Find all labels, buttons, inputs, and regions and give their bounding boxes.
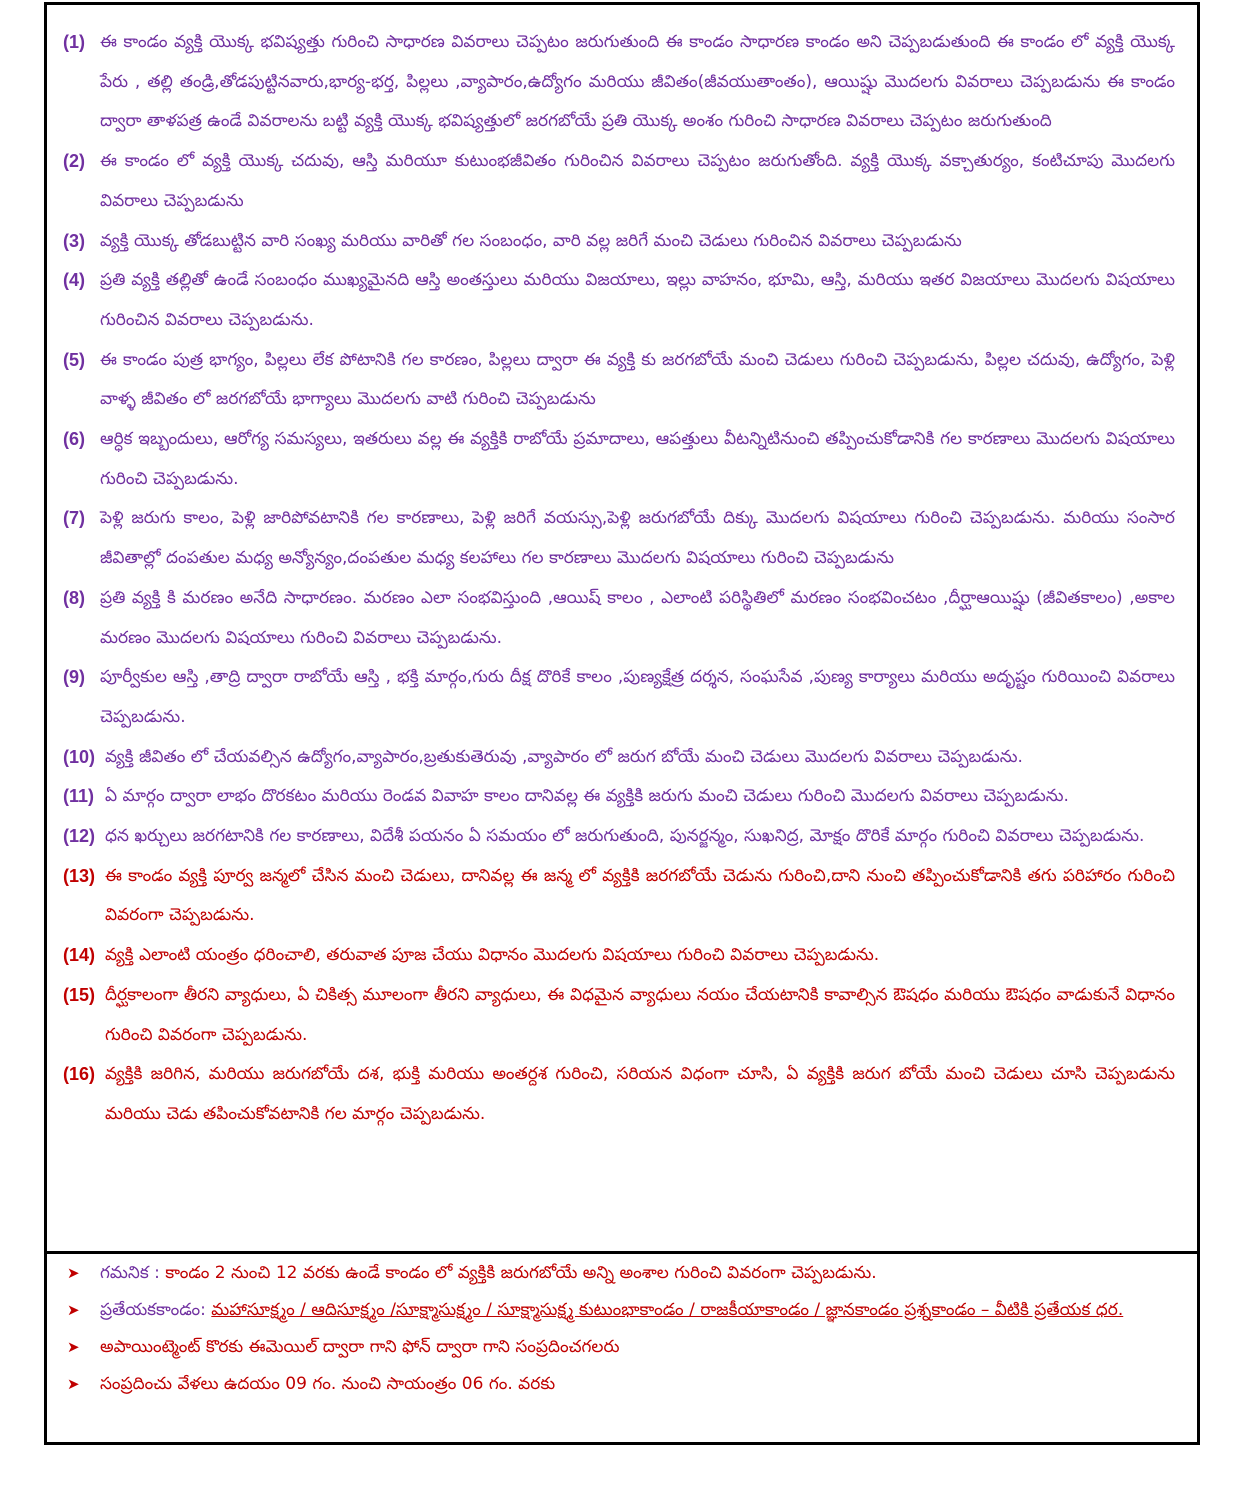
arrow-right-icon: ➤ — [67, 1264, 80, 1282]
item-number: (10) — [63, 746, 96, 767]
divider — [47, 1251, 1197, 1254]
item-text: ఈ కాండం లో వ్యక్తి యొక్క చదువు, ఆస్తి మరియూ కుటుంభజీవితం గురించిన వివరాలు చెప్పటం జరుగుతోంది. వ్యక్తి యొక్క వక్చాతుర్యం, కంటిచూపు మొదలగు వివరాలు చెప్పబడును — [100, 151, 1175, 211]
document-frame — [44, 2, 1200, 1445]
list-item — [63, 222, 1175, 262]
list-item — [63, 341, 1175, 420]
item-number: (13) — [63, 865, 96, 886]
list-item — [63, 499, 1175, 578]
list-item — [63, 976, 1175, 1055]
note-text: కాండం 2 నుంచి 12 వరకు ఉండే కాండం లో వ్యక్తికి జరుగబోయే అన్ని అంశాల గురించి వివరంగా చెప్పబడును. — [165, 1263, 877, 1283]
item-text: పెళ్లి జరుగు కాలం, పెళ్లి జారిపోవటానికి గల కారణాలు, పెళ్లి జరిగే వయస్సు,పెళ్లి జరుగబోయే దిక్కు మొదలగు విషయాలు గురించి చెప్పబడును. మరియు సంసార జీవితాల్లో దంపతుల మధ్య అన్యోన్యం,దంపతుల మధ్య కలహాలు గల కారణాలు మొదలగు విషయాలు గురించి చెప్పబడును — [100, 508, 1175, 569]
item-text: ప్రతి వ్యక్తి కి మరణం అనేది సాధారణం. మరణం ఎలా సంభవిస్తుంది ,ఆయిష్ కాలం , ఎలాంటి పరిస్థితిలో మరణం సంభవించటం ,దీర్ఘాఆయిష్షు (జీవితకాలం) ,అకాల మరణం మొదలగు విషయాలు గురించి వివరాలు చెప్పబడును. — [100, 587, 1175, 648]
note-hours — [63, 1366, 1175, 1403]
list-item — [63, 261, 1175, 340]
item-text: ఈ కాండం వ్యక్తి యొక్క భవిష్యత్తు గురించి సాధారణ వివరాలు చెప్పటం జరుగుతుంది ఈ కాండం సాధారణ కాండం అని చెప్పబడుతుంది ఈ కాండం లో వ్యక్తి యొక్క పేరు , తల్లి తండ్రి,తోడపుట్టినవారు,భార్య-భర్త, పిల్లలు ,వ్యాపారం,ఉద్యోగం మరియు జీవితం(జీవయుతాంతం), ఆయిష్షు మొదలగు వివరాలు చెప్పబడును ఈ కాండం ద్వారా తాళపత్ర ఉండే వివరాలను బట్టి వ్యక్తి యొక్క భవిష్యత్తులో జరగబోయే ప్రతి యొక్క అంశం గురించి సాధారణ వివరాలు చెప్పటం జరుగుతుంది — [100, 32, 1175, 132]
item-text: దీర్ఘకాలంగా తీరని వ్యాధులు, ఏ చికిత్స మూలంగా తీరని వ్యాధులు, ఈ విధమైన వ్యాధులు నయం చేయటానికి కావాల్సిన ఔషధం మరియు ఔషధం వాడుకునే విధానం గురించి వివరంగా చెప్పబడును. — [105, 984, 1175, 1045]
item-number: (8) — [63, 587, 85, 608]
list-item — [63, 777, 1175, 817]
item-number: (4) — [63, 270, 85, 291]
item-text: వ్యక్తికి జరిగిన, మరియు జరుగబోయే దశ, భుక్తి మరియు అంతర్దశ గురించి, సరియన విధంగా చూసి, ఏ వ్యక్తికి జరుగ బోయే మంచి చెడులు చూసి చెప్పబడును మరియు చెడు తపించుకోవటానికి గల మార్గం చెప్పబడును. — [105, 1064, 1175, 1124]
list-item — [63, 23, 1175, 142]
item-number: (1) — [63, 32, 85, 52]
arrow-right-icon: ➤ — [67, 1338, 80, 1356]
item-text: పూర్వీకుల ఆస్తి ,తాద్రి ద్వారా రాబోయే ఆస్తి , భక్తి మార్గం,గురు దీక్ష దొరికే కాలం ,పుణ్యక్షేత్ర దర్శన, సంఘసేవ ,పుణ్య కార్యాలు మరియు అదృష్టం గురియించి వివరాలు చెప్పబడును. — [100, 667, 1175, 727]
item-text: ఈ కాండం పుత్ర భాగ్యం, పిల్లలు లేక పోటానికి గల కారణం, పిల్లలు ద్వారా ఈ వ్యక్తి కు జరగబోయే మంచి చెడులు గురించి చెప్పబడును, పిల్లల చదువు, ఉద్యోగం, పెళ్లి వాళ్ళ జీవితం లో జరగబోయే భాగ్యాలు మొదలగు వాటి గురించి చెప్పబడును — [100, 349, 1175, 410]
item-text: వ్యక్తి యొక్క తోడబుట్టిన వారి సంఖ్య మరియు వారితో గల సంబంధం, వారి వల్ల జరిగే మంచి చెడులు గురించిన వివరాలు చెప్పబడును — [100, 230, 962, 251]
item-number: (7) — [63, 508, 85, 529]
list-item — [63, 142, 1175, 221]
note-appointment — [63, 1329, 1175, 1366]
item-text: వ్యక్తి ఎలాంటి యంత్రం ధరించాలి, తరువాత పూజ చేయు విధానం మొదలగు విషయాలు గురించి వివరాలు చెప్పబడును. — [105, 945, 880, 966]
note-text: సంప్రదించు వేళలు ఉదయం 09 గం. నుంచి సాయంత్రం 06 గం. వరకు — [100, 1374, 556, 1394]
item-number: (11) — [63, 786, 95, 807]
item-number: (12) — [63, 826, 96, 847]
item-number: (5) — [63, 349, 85, 370]
kandam-list — [63, 23, 1175, 1135]
note-label: గమనిక : — [100, 1263, 166, 1283]
list-item — [63, 857, 1175, 936]
arrow-right-icon: ➤ — [67, 1301, 80, 1319]
note-text: అపాయింట్మెంట్ కొరకు ఈమెయిల్ ద్వారా గాని ఫోన్ ద్వారా గాని సంప్రదించగలరు — [100, 1337, 620, 1357]
item-number: (6) — [63, 429, 85, 450]
item-text: ఈ కాండం వ్యక్తి పూర్వ జన్మలో చేసిన మంచి చెడులు, దానివల్ల ఈ జన్మ లో వ్యక్తికి జరగబోయే చెడును గురించి,దాని నుంచి తప్పించుకోడానికి తగు పరిహారం గురించి వివరంగా చెప్పబడును. — [105, 865, 1175, 926]
list-item — [63, 579, 1175, 658]
item-text: ధన ఖర్చులు జరగటానికి గల కారణాలు, విదేశీ పయనం ఏ సమయం లో జరుగుతుంది, పునర్జన్మం, సుఖనిద్ర, మోక్షం దొరికే మార్గం గురించి వివరాలు చెప్పబడును. — [105, 826, 1145, 847]
list-item — [63, 1055, 1175, 1134]
list-item — [63, 738, 1175, 778]
item-number: (14) — [63, 945, 96, 966]
list-item — [63, 420, 1175, 499]
item-text: ఏ మార్గం ద్వారా లాభం దొరకటం మరియు రెండవ వివాహ కాలం దానివల్ల ఈ వ్యక్తికి జరుగు మంచి చెడులు గురించి మొదలగు వివరాలు చెప్పబడును. — [105, 786, 1069, 807]
item-text: వ్యక్తి జీవితం లో చేయవల్సిన ఉద్యోగం,వ్యాపారం,బ్రతుకుతెరువు ,వ్యాపారం లో జరుగ బోయే మంచి చెడులు మొదలగు వివరాలు చెప్పబడును. — [105, 746, 1023, 767]
item-number: (3) — [63, 230, 85, 251]
item-number: (16) — [63, 1064, 96, 1085]
item-text: ఆర్ధిక ఇబ్బందులు, ఆరోగ్య సమస్యలు, ఇతరులు వల్ల ఈ వ్యక్తికి రాబోయే ప్రమాదాలు, ఆపత్తులు వీటన్నిటినుంచి తప్పించుకోడానికి గల కారణాలు మొదలగు విషయాలు గురించి చెప్పబడును. — [100, 429, 1175, 489]
note-label: ప్రతేయకకాండం: — [100, 1300, 212, 1320]
item-number: (9) — [63, 667, 85, 688]
note-special-kandam — [63, 1292, 1175, 1329]
list-item — [63, 936, 1175, 976]
arrow-right-icon: ➤ — [67, 1375, 80, 1393]
note-remark — [63, 1255, 1175, 1292]
list-item — [63, 658, 1175, 737]
note-text: మహాసూక్ష్మం / ఆదిసూక్ష్మం /సూక్ష్మాసుక్ష్మం / సూక్ష్మాసుక్ష్మ కుటుంభాకాండం / రాజకీయాకాండం / జ్ఞానకాండం ప్రశ్నకాండం – వీటికి ప్రతేయక ధర. — [211, 1300, 1124, 1320]
item-number: (15) — [63, 984, 96, 1005]
list-item — [63, 817, 1175, 857]
item-text: ప్రతి వ్యక్తి తల్లితో ఉండే సంబంధం ముఖ్యమైనది ఆస్తి అంతస్తులు మరియు విజయాలు, ఇల్లు వాహనం, భూమి, ఆస్తి, మరియు ఇతర విజయాలు మొదలగు విషయాలు గురించిన వివరాలు చెప్పబడును. — [100, 270, 1175, 330]
item-number: (2) — [63, 151, 85, 172]
notes-section — [63, 1255, 1175, 1403]
